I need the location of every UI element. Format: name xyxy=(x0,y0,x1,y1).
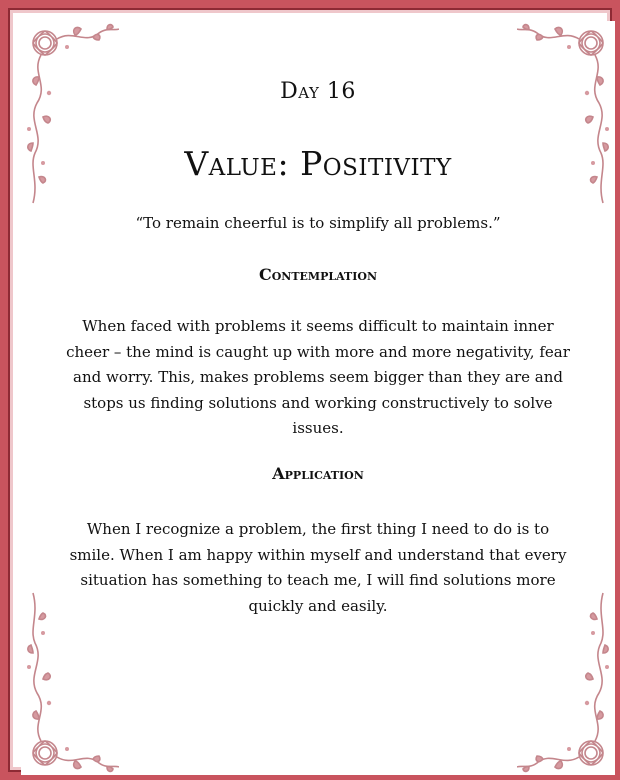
page-title: Value: Positivity xyxy=(184,144,452,183)
contemplation-heading: Contemplation xyxy=(258,265,378,284)
contemplation-text: When faced with problems it seems difficult to maintain inner cheer – the mind is caught up with more and more negativity, fear and worry. This, makes problems seem bigger than they are and stops us finding solutions and working constructively to solve issues. xyxy=(66,317,570,437)
application-heading: Application xyxy=(272,464,364,483)
page xyxy=(21,21,615,775)
quote: “To remain cheerful is to simplify all problems.” xyxy=(135,214,501,232)
day-label: Day 16 xyxy=(280,79,356,104)
application-text: When I recognize a problem, the first thing I need to do is to smile. When I am happy within myself and understand that every situation has something to teach me, I will find solutions more quickly and easily. xyxy=(69,520,567,615)
